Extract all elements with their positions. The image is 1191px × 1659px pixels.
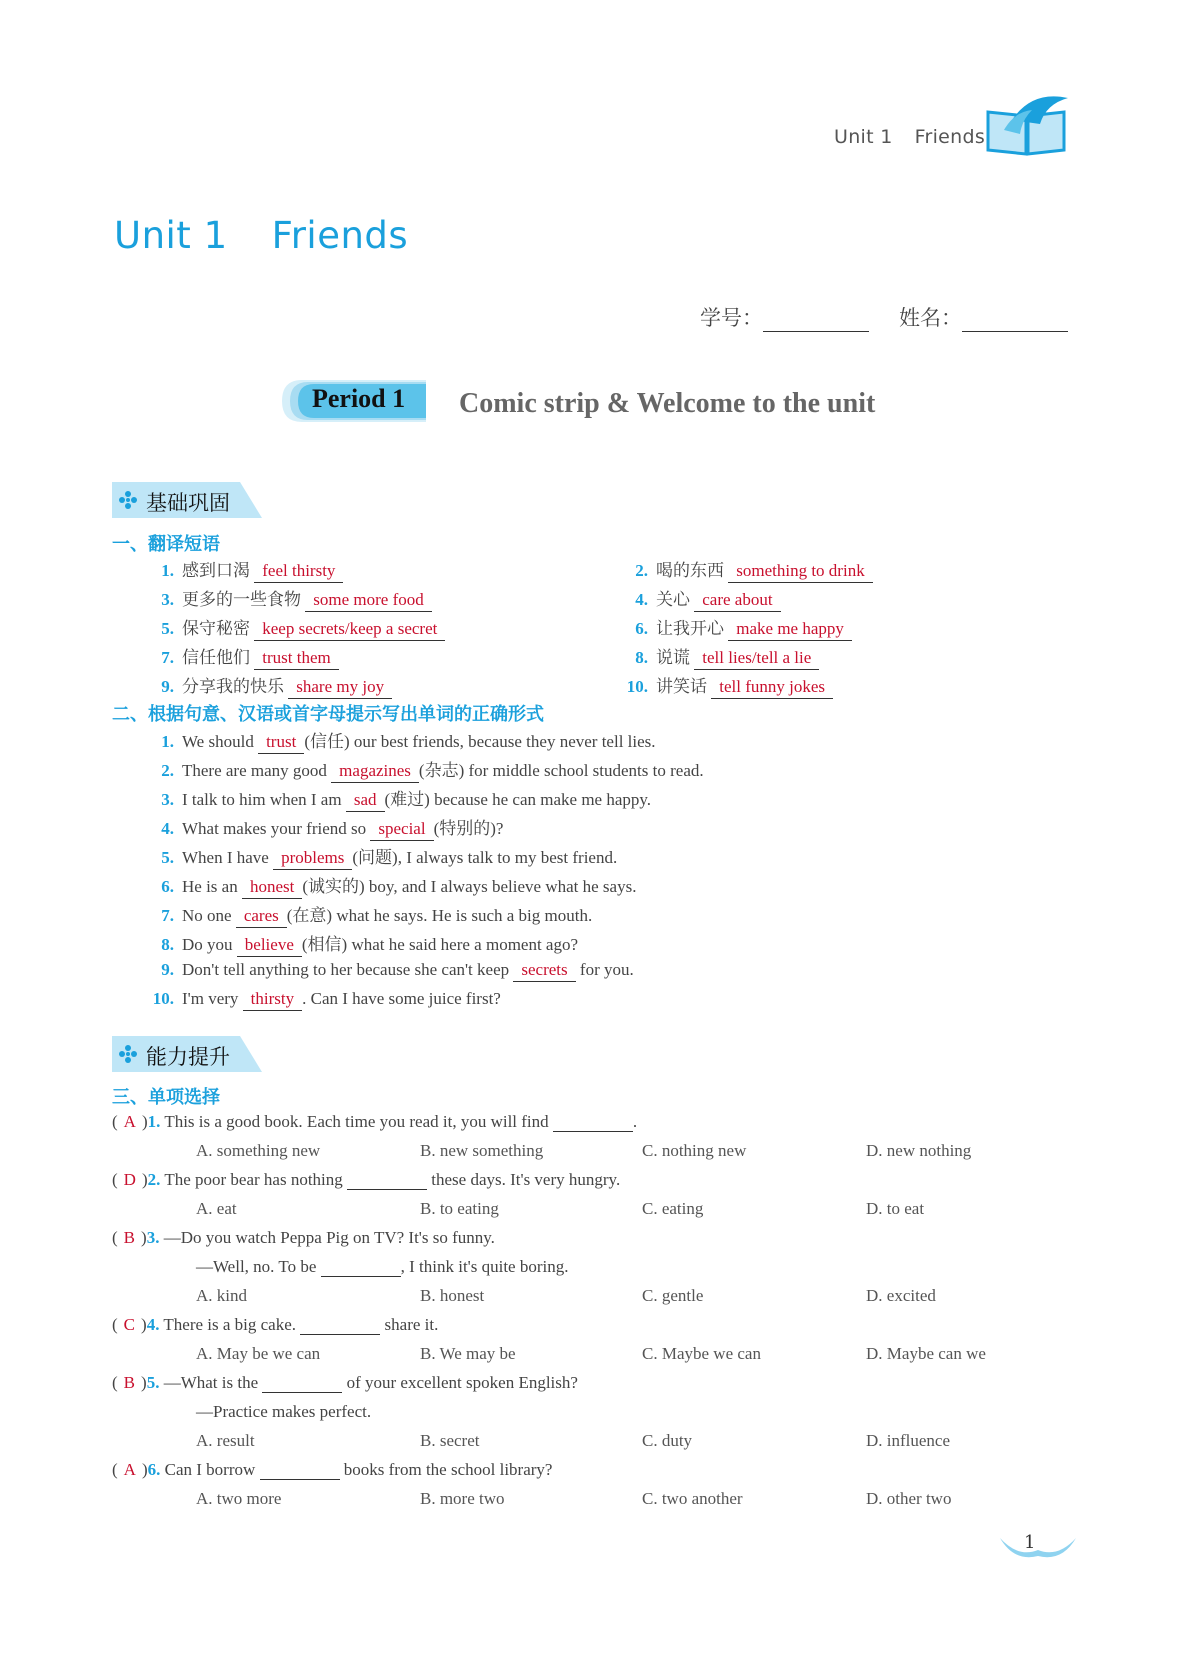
list-item: 4. What makes your friend so special (特别的)? — [146, 814, 503, 841]
section-improve-header — [112, 1036, 262, 1072]
list-item: 8. Do you believe (相信) what he said here a moment ago? — [146, 930, 578, 957]
answer[interactable]: trust — [258, 731, 304, 754]
answer[interactable]: special — [370, 818, 433, 841]
answer[interactable]: C — [123, 1315, 136, 1334]
list-item: 4. 关心 care about — [620, 585, 781, 612]
answer[interactable]: something to drink — [728, 560, 872, 583]
question: ( A )6. Can I borrow books from the school library? — [112, 1460, 553, 1479]
answer[interactable]: feel thirsty — [254, 560, 343, 583]
answer[interactable]: secrets — [513, 959, 575, 982]
option[interactable]: A. May be we can — [196, 1344, 321, 1363]
list-item: 9. Don't tell anything to her because she can't keep secrets for you. — [146, 959, 634, 982]
option[interactable]: A. kind — [196, 1286, 247, 1305]
answer[interactable]: make me happy — [728, 618, 852, 641]
blank[interactable] — [321, 1258, 401, 1277]
option[interactable]: B. to eating — [420, 1199, 499, 1218]
part2-title: 二、根据句意、汉语或首字母提示写出单词的正确形式 — [112, 704, 544, 725]
answer[interactable]: share my joy — [288, 676, 392, 699]
option[interactable]: D. Maybe can we — [866, 1344, 986, 1363]
answer[interactable]: honest — [242, 876, 302, 899]
option[interactable]: B. more two — [420, 1489, 505, 1508]
option[interactable]: B. secret — [420, 1431, 480, 1450]
option[interactable]: D. other two — [866, 1489, 952, 1508]
part3-title: 三、单项选择 — [112, 1087, 220, 1108]
header-topic: Friends — [914, 126, 986, 148]
question-line2: —Well, no. To be , I think it's quite boring. — [196, 1257, 569, 1276]
part1-title: 一、翻译短语 — [112, 534, 220, 555]
list-item: 2. 喝的东西 something to drink — [620, 556, 873, 583]
page-number-ornament-icon — [998, 1528, 1078, 1562]
option[interactable]: C. gentle — [642, 1286, 704, 1305]
answer[interactable]: trust them — [254, 647, 338, 670]
list-item: 1. 感到口渴 feel thirsty — [146, 556, 343, 583]
answer[interactable]: believe — [237, 934, 302, 957]
answer[interactable]: B — [123, 1228, 136, 1247]
student-id-label: 学号： — [700, 306, 763, 330]
answer[interactable]: A — [123, 1460, 136, 1479]
answer[interactable]: D — [123, 1170, 136, 1189]
option[interactable]: C. eating — [642, 1199, 704, 1218]
period-title: Comic strip & Welcome to the unit — [459, 388, 876, 419]
blank[interactable] — [262, 1374, 342, 1393]
answer[interactable]: sad — [346, 789, 385, 812]
option[interactable]: C. Maybe we can — [642, 1344, 761, 1363]
book-logo-icon — [982, 90, 1074, 160]
question: ( D )2. The poor bear has nothing these days. It's very hungry. — [112, 1170, 621, 1189]
option[interactable]: D. new nothing — [866, 1141, 972, 1160]
question: ( B )3. —Do you watch Peppa Pig on TV? It's so funny. — [112, 1228, 495, 1247]
section-basic-header — [112, 482, 262, 518]
section-basic-title: 基础巩固 — [146, 491, 230, 515]
option[interactable]: A. two more — [196, 1489, 282, 1508]
period-label: Period 1 — [312, 384, 406, 413]
blank[interactable] — [260, 1461, 340, 1480]
option[interactable]: C. duty — [642, 1431, 693, 1450]
list-item: 10. 讲笑话 tell funny jokes — [620, 672, 833, 699]
blank[interactable] — [347, 1171, 427, 1190]
option[interactable]: A. something new — [196, 1141, 321, 1160]
list-item: 2. There are many good magazines (杂志) for middle school students to read. — [146, 756, 704, 783]
option[interactable]: D. to eat — [866, 1199, 925, 1218]
answer[interactable]: keep secrets/keep a secret — [254, 618, 445, 641]
list-item: 7. 信任他们 trust them — [146, 643, 339, 670]
answer[interactable]: cares — [236, 905, 287, 928]
header-unit: Unit 1 — [834, 126, 893, 148]
list-item: 3. 更多的一些食物 some more food — [146, 585, 432, 612]
answer[interactable]: B — [123, 1373, 136, 1392]
blank[interactable] — [300, 1316, 380, 1335]
answer[interactable]: some more food — [305, 589, 431, 612]
student-name-label: 姓名： — [899, 306, 962, 330]
student-name-field[interactable] — [962, 309, 1068, 332]
option[interactable]: A. eat — [196, 1199, 237, 1218]
answer[interactable]: tell funny jokes — [711, 676, 833, 699]
page-title — [114, 214, 408, 257]
question: ( C )4. There is a big cake. share it. — [112, 1315, 439, 1334]
option[interactable]: C. two another — [642, 1489, 743, 1508]
option[interactable]: B. new something — [420, 1141, 544, 1160]
answer[interactable]: A — [123, 1112, 136, 1131]
answer[interactable]: care about — [694, 589, 780, 612]
list-item: 8. 说谎 tell lies/tell a lie — [620, 643, 819, 670]
list-item: 10. I'm very thirsty . Can I have some juice first? — [146, 988, 501, 1011]
period-tab — [280, 378, 426, 424]
title-unit: Unit 1 — [114, 214, 228, 257]
list-item: 3. I talk to him when I am sad (难过) because he can make me happy. — [146, 785, 651, 812]
answer[interactable]: tell lies/tell a lie — [694, 647, 819, 670]
student-info — [700, 302, 1068, 332]
option[interactable]: C. nothing new — [642, 1141, 747, 1160]
title-topic: Friends — [271, 214, 409, 257]
student-id-field[interactable] — [763, 309, 869, 332]
option[interactable]: B. honest — [420, 1286, 485, 1305]
option[interactable]: A. result — [196, 1431, 255, 1450]
answer[interactable]: problems — [273, 847, 352, 870]
list-item: 7. No one cares (在意) what he says. He is such a big mouth. — [146, 901, 592, 928]
list-item: 9. 分享我的快乐 share my joy — [146, 672, 392, 699]
section-improve-title: 能力提升 — [146, 1045, 230, 1069]
list-item: 6. He is an honest (诚实的) boy, and I always believe what he says. — [146, 872, 636, 899]
question-line2: —Practice makes perfect. — [196, 1402, 372, 1421]
question: ( B )5. —What is the of your excellent spoken English? — [112, 1373, 578, 1392]
option[interactable]: D. excited — [866, 1286, 936, 1305]
blank[interactable] — [553, 1113, 633, 1132]
list-item: 5. When I have problems (问题), I always talk to my best friend. — [146, 843, 617, 870]
question: ( A )1. This is a good book. Each time you read it, you will find . — [112, 1112, 638, 1131]
list-item: 1. We should trust (信任) our best friends, because they never tell lies. — [146, 727, 656, 754]
page-number: 1 — [1024, 1532, 1036, 1553]
option[interactable]: B. We may be — [420, 1344, 516, 1363]
list-item: 5. 保守秘密 keep secrets/keep a secret — [146, 614, 445, 641]
answer[interactable]: thirsty — [243, 988, 302, 1011]
option[interactable]: D. influence — [866, 1431, 951, 1450]
answer[interactable]: magazines — [331, 760, 419, 783]
list-item: 6. 让我开心 make me happy — [620, 614, 852, 641]
